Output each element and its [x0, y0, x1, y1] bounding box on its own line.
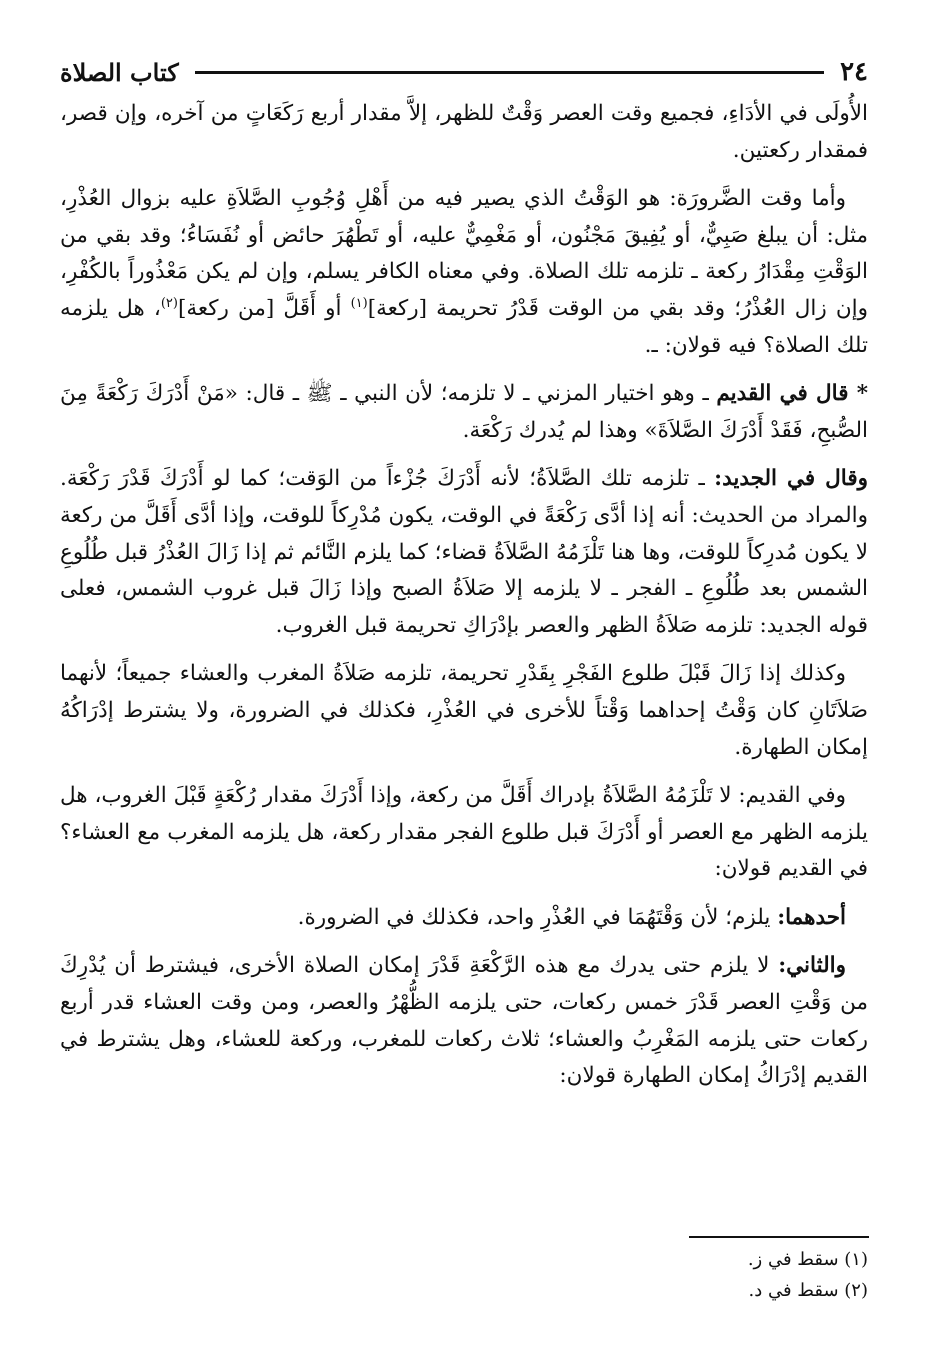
paragraph-text: ، هل يلزمه تلك الصلاة؟ فيه قولان: ـ. [60, 295, 868, 358]
paragraph-text: ـ وهو اختيار المزني ـ لا تلزمه؛ لأن النبي ـ ﷺ ـ قال: «مَنْ أَدْرَكَ رَكْعَةً مِنَ الصُّبحِ، فَقَدْ أَدْرَكَ الصَّلاَةَ» وهذا لم يُدرك رَكْعَة. [60, 381, 868, 443]
paragraph-4 [60, 461, 868, 644]
footnote-2: (٢) سقط في د. [748, 1280, 868, 1301]
footnote-separator [689, 1236, 869, 1238]
paragraph-6 [60, 778, 868, 888]
paragraph-2 [60, 181, 868, 364]
paragraph-lead: * قال في القديم [716, 381, 868, 407]
footnote-1: (١) سقط في ز. [747, 1249, 868, 1270]
page-header [60, 52, 868, 92]
paragraph-text: أو أَقَلَّ [من ركعة] [177, 295, 351, 321]
paragraph-8 [60, 948, 868, 1094]
paragraph-text: ـ تلزمه تلك الصَّلاَةُ؛ لأنه أَدْرَكَ جُزْءاً من الوَقت؛ كما لو أَدْرَكَ قَدْرَ رَكْعَة. والمراد من الحديث: أنه إذا أدَّى رَكْعَةً في الوقت، يكون مُدْرِكاً للوقت، وإذا أدَّى أَقَلَّ من ركعة لا يكون مُدرِكاً للوقت، وها هنا تَلْزَمُهُ الصَّلاَةُ قضاء؛ كما يلزم النَّائم ثم إذا زَالَ العُذْرُ قبل طُلُوعِ الشمس بعد طُلُوعِ ـ الفجر ـ لا يلزمه إلا صَلاَةُ الصبح وإذا زَالَ قبل غروب الشمس، فعلى قوله الجديد: تلزمه صَلاَةُ الظهر والعصر بإدْرَاكِ تحريمة قبل الغروب. [60, 466, 868, 638]
paragraph-text: وكذلك إذا زَالَ قَبْلَ طلوع الفَجْرِ بِقَدْرِ تحريمة، تلزمه صَلاَةُ المغرب والعشاء جميعاً؛ لأنهما صَلاَتَانِ كان وَقْتُ إحداهما وَقْتاً للأخرى في العُذْرِ، فكذلك في الضرورة، ولا يشترط إدْرَاكُهُ إمكان الطهارة. [60, 661, 868, 760]
header-rule [195, 71, 824, 74]
footnote-ref-2[interactable]: (٢) [160, 295, 178, 311]
paragraph-3 [60, 376, 868, 449]
paragraph-lead: والثاني: [778, 953, 846, 979]
footnote-ref-1[interactable]: (١) [350, 295, 368, 311]
paragraph-5 [60, 656, 868, 766]
paragraph-lead: أحدهما: [777, 904, 846, 930]
paragraph-1 [60, 96, 868, 169]
main-text [60, 96, 868, 1107]
page-number: ٢٤ [840, 57, 868, 87]
paragraph-text: الأُولَى في الأدَاءِ، فجميع وقت العصر وَقْتٌ للظهر، إلاَّ مقدار أربع رَكَعَاتٍ من آخره، وإن قصر، فمقدار ركعتين. [60, 101, 868, 163]
paragraph-text: وفي القديم: لا تَلْزَمُهُ الصَّلاَةُ بإدراك أَقَلَّ من ركعة، وإذا أَدْرَكَ مقدار رُكْعَةٍ قَبْلَ الغروب، هل يلزمه الظهر مع العصر أو أَدْرَكَ قبل طلوع الفجر مقدار ركعة، هل يلزمه المغرب مع العشاء؟ في القديم قولان: [60, 783, 868, 882]
paragraph-text: وأما وقت الضَّرورَة: هو الوَقْتُ الذي يصير فيه من أَهْلِ وُجُوبِ الصَّلاَةِ عليه بزوال العُذْرِ، مثل: أن يبلغ صَبِيٌّ، أو يُفِيقَ مَجْنُون، أو مَغْمِيٌّ عليه، أو تَطْهُرَ حائض أو نُفَسَاءُ؛ وقد بقي من الوَقْتِ مِقْدَارُ ركعة ـ تلزمه تلك الصلاة. وفي معناه الكافر يسلم، وإن لم يكن مَعْذُوراً بالكُفْرِ، وإن زال العُذْرُ؛ وقد بقي من الوقت قَدْرُ تحريمة [ركعة] [60, 186, 868, 321]
paragraph-text: يلزم؛ لأن وَقْتَهُمَا في العُذْرِ واحد، فكذلك في الضرورة. [297, 904, 778, 930]
paragraph-7 [60, 900, 868, 937]
paragraph-lead: وقال في الجديد: [714, 466, 868, 492]
paragraph-text: لا يلزم حتى يدرك مع هذه الرَّكْعَةِ قَدْرَ إمكان الصلاة الأخرى، فيشترط أن يُدْرِكَ من وَقْتِ العصر قَدْرَ خمس ركعات، حتى يلزمه الظُّهْرُ والعصر، ومن وقت العشاء قدر أربع ركعات حتى يلزمه المَغْرِبُ والعشاء؛ ثلاث ركعات للمغرب، وركعة للعشاء، وهل يشترط في القديم إدْرَاكُ إمكان الطهارة قولان: [60, 953, 868, 1089]
footnotes [560, 1244, 868, 1306]
running-title: كتاب الصلاة [60, 57, 179, 87]
